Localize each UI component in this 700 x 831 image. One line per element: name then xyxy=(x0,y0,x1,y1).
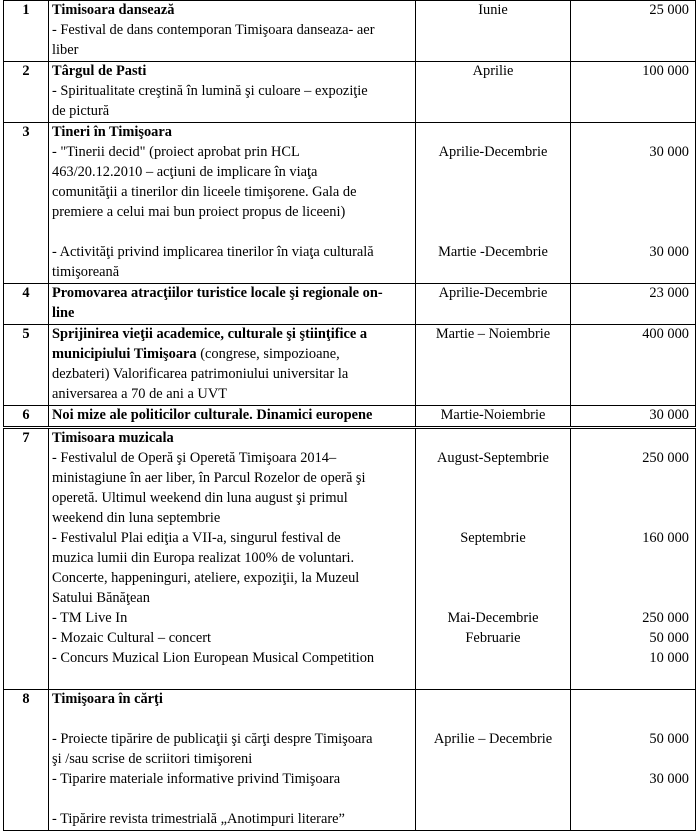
amount-cell xyxy=(571,690,696,831)
table-row xyxy=(4,123,696,284)
activity-line: Satului Bănăţean xyxy=(52,590,150,606)
activity-cell xyxy=(49,284,416,325)
period-text: Martie -Decembrie xyxy=(438,244,548,260)
activity-cell xyxy=(49,62,416,123)
activity-line: Concerte, happeninguri, ateliere, expoziţii, la Muzeul xyxy=(52,570,360,586)
activity-line: - Spiritualitate creştină în lumină şi culoare – expoziţie xyxy=(52,83,368,99)
activity-cell xyxy=(49,325,416,406)
period-text: Septembrie xyxy=(460,530,526,546)
table-row xyxy=(4,428,696,690)
amount-text xyxy=(574,429,689,449)
period-text xyxy=(419,203,567,223)
activity-line: dezbateri) Valorificarea patrimoniului universitar la xyxy=(52,366,349,382)
activity-title: Timisoara dansează xyxy=(52,2,175,18)
activity-line: - TM Live In xyxy=(52,610,128,626)
budget-table-body xyxy=(4,1,696,831)
period-text xyxy=(419,750,567,770)
period-text xyxy=(419,509,567,529)
period-cell xyxy=(416,690,571,831)
amount-text: 160 000 xyxy=(642,530,689,546)
amount-text: 50 000 xyxy=(649,731,689,747)
row-number: 1 xyxy=(4,1,49,62)
activity-title: Tineri în Timişoara xyxy=(52,124,172,140)
activity-line: operetă. Ultimul weekend din luna august şi primul xyxy=(52,490,348,506)
period-text xyxy=(419,429,567,449)
period-text: Iunie xyxy=(478,2,508,18)
period-text xyxy=(419,770,567,790)
activity-title: Timisoara muzicala xyxy=(52,430,174,446)
activity-line: weekend din luna septembrie xyxy=(52,510,221,526)
amount-text: 30 000 xyxy=(649,407,689,423)
amount-text: 30 000 xyxy=(649,771,689,787)
period-cell xyxy=(416,123,571,284)
amount-text xyxy=(574,469,689,489)
row-number: 6 xyxy=(4,406,49,428)
period-text xyxy=(419,163,567,183)
amount-text xyxy=(574,750,689,770)
activity-line xyxy=(52,223,412,243)
period-cell xyxy=(416,406,571,428)
period-text: Martie-Noiembrie xyxy=(440,407,546,423)
activity-cell xyxy=(49,690,416,831)
amount-text xyxy=(574,669,689,689)
activity-line: - Festival de dans contemporan Timişoara danseaza- aer xyxy=(52,22,375,38)
period-text xyxy=(419,183,567,203)
activity-line xyxy=(52,669,412,689)
period-cell xyxy=(416,62,571,123)
table-row xyxy=(4,325,696,406)
period-text xyxy=(419,649,567,669)
period-cell xyxy=(416,325,571,406)
activity-line: şi /sau scrise de scriitori timişoreni xyxy=(52,751,253,767)
amount-text xyxy=(574,163,689,183)
period-text: August-Septembrie xyxy=(437,450,549,466)
amount-cell xyxy=(571,406,696,428)
amount-text xyxy=(574,489,689,509)
activity-title: Sprijinirea vieţii academice, culturale şi ştiinţifice a xyxy=(52,326,368,342)
period-text: Martie – Noiembrie xyxy=(435,326,551,342)
period-text xyxy=(419,710,567,730)
amount-text xyxy=(574,690,689,710)
activity-line: comunităţii a tinerilor din liceele timişorene. Gala de xyxy=(52,184,357,200)
amount-text: 100 000 xyxy=(642,63,689,79)
amount-text xyxy=(574,509,689,529)
amount-text xyxy=(574,345,689,365)
activity-line: - Tiparire materiale informative privind Timişoara xyxy=(52,771,341,787)
amount-text xyxy=(574,203,689,223)
period-text: Aprilie xyxy=(472,63,514,79)
activity-line: - Festivalul de Operă şi Operetă Timişoara 2014– xyxy=(52,450,337,466)
amount-text xyxy=(574,82,689,102)
activity-line: - Festivalul Plai ediţia a VII-a, singurul festival de xyxy=(52,530,341,546)
activity-cell xyxy=(49,1,416,62)
amount-text xyxy=(574,123,689,143)
period-text xyxy=(419,102,567,122)
amount-text xyxy=(574,810,689,830)
budget-table-document xyxy=(3,0,695,831)
amount-text xyxy=(574,365,689,385)
period-text xyxy=(419,790,567,810)
period-text xyxy=(419,589,567,609)
period-text xyxy=(419,345,567,365)
period-text: Aprilie-Decembrie xyxy=(438,144,548,160)
amount-cell xyxy=(571,123,696,284)
amount-text xyxy=(574,183,689,203)
period-text xyxy=(419,549,567,569)
activity-line xyxy=(52,345,412,365)
amount-text: 50 000 xyxy=(649,630,689,646)
amount-text: 25 000 xyxy=(649,2,689,18)
amount-cell xyxy=(571,1,696,62)
amount-text xyxy=(574,710,689,730)
amount-text xyxy=(574,223,689,243)
amount-text: 30 000 xyxy=(649,144,689,160)
activity-title: Noi mize ale politicilor culturale. Dinamici europene xyxy=(52,407,373,423)
row-number: 5 xyxy=(4,325,49,406)
period-text xyxy=(419,469,567,489)
table-row xyxy=(4,1,696,62)
table-row xyxy=(4,284,696,325)
amount-cell xyxy=(571,62,696,123)
period-text xyxy=(419,489,567,509)
period-text xyxy=(419,263,567,283)
period-text xyxy=(419,385,567,405)
budget-table xyxy=(3,0,696,831)
period-text: Februarie xyxy=(465,630,521,646)
activity-text-part: municipiului Timişoara xyxy=(52,346,197,362)
period-cell xyxy=(416,1,571,62)
activity-line: aniversarea a 70 de ani a UVT xyxy=(52,386,227,402)
amount-text xyxy=(574,790,689,810)
period-text xyxy=(419,569,567,589)
period-cell xyxy=(416,284,571,325)
amount-text xyxy=(574,21,689,41)
activity-line: - Concurs Muzical Lion European Musical Competition xyxy=(52,650,375,666)
amount-text xyxy=(574,263,689,283)
activity-line: liber xyxy=(52,42,79,58)
activity-line: - Mozaic Cultural – concert xyxy=(52,630,212,646)
activity-line: - "Tinerii decid" (proiect aprobat prin HCL xyxy=(52,144,300,160)
activity-line: de pictură xyxy=(52,103,110,119)
period-text xyxy=(419,21,567,41)
row-number: 4 xyxy=(4,284,49,325)
row-number: 3 xyxy=(4,123,49,284)
activity-line: timişoreană xyxy=(52,264,120,280)
amount-text xyxy=(574,589,689,609)
activity-line: line xyxy=(52,305,75,321)
activity-line: - Tipărire revista trimestrială „Anotimpuri literare” xyxy=(52,811,345,827)
activity-line: premiere a celui mai bun proiect propus de liceeni) xyxy=(52,204,346,220)
period-text xyxy=(419,810,567,830)
amount-cell xyxy=(571,428,696,690)
amount-text: 30 000 xyxy=(649,244,689,260)
amount-text: 250 000 xyxy=(642,450,689,466)
table-row xyxy=(4,406,696,428)
amount-cell xyxy=(571,284,696,325)
amount-text xyxy=(574,102,689,122)
amount-text xyxy=(574,549,689,569)
period-text xyxy=(419,669,567,689)
amount-cell xyxy=(571,325,696,406)
activity-line: - Proiecte tipărire de publicaţii şi cărţi despre Timişoara xyxy=(52,731,373,747)
period-text xyxy=(419,304,567,324)
period-text: Aprilie-Decembrie xyxy=(438,285,548,301)
activity-title: Promovarea atracţiilor turistice locale şi regionale on- xyxy=(52,285,383,301)
period-text: Mai-Decembrie xyxy=(447,610,539,626)
activity-line xyxy=(52,790,412,810)
amount-text: 400 000 xyxy=(642,326,689,342)
period-text xyxy=(419,82,567,102)
activity-title: Târgul de Pasti xyxy=(52,63,147,79)
row-number: 8 xyxy=(4,690,49,831)
period-text xyxy=(419,223,567,243)
amount-text xyxy=(574,569,689,589)
activity-line: 463/20.12.2010 – acţiuni de implicare în viaţa xyxy=(52,164,318,180)
activity-line: - Activităţi privind implicarea tinerilor în viaţa culturală xyxy=(52,244,374,260)
period-text xyxy=(419,365,567,385)
row-number: 2 xyxy=(4,62,49,123)
activity-title: Timişoara în cărţi xyxy=(52,691,163,707)
amount-text xyxy=(574,41,689,61)
period-text xyxy=(419,690,567,710)
activity-line xyxy=(52,710,412,730)
amount-text: 23 000 xyxy=(649,285,689,301)
activity-line: ministagiune în aer liber, în Parcul Rozelor de operă şi xyxy=(52,470,366,486)
activity-text-part: (congrese, simpozioane, xyxy=(196,346,340,362)
period-text xyxy=(419,41,567,61)
amount-text xyxy=(574,304,689,324)
amount-text xyxy=(574,385,689,405)
amount-text: 250 000 xyxy=(642,610,689,626)
period-text xyxy=(419,123,567,143)
table-row xyxy=(4,690,696,831)
activity-line: muzica lumii din Europa realizat 100% de voluntari. xyxy=(52,550,355,566)
row-number: 7 xyxy=(4,428,49,690)
activity-cell xyxy=(49,406,416,428)
activity-cell xyxy=(49,123,416,284)
table-row xyxy=(4,62,696,123)
period-text: Aprilie – Decembrie xyxy=(433,731,553,747)
activity-cell xyxy=(49,428,416,690)
period-cell xyxy=(416,428,571,690)
amount-text: 10 000 xyxy=(649,650,689,666)
